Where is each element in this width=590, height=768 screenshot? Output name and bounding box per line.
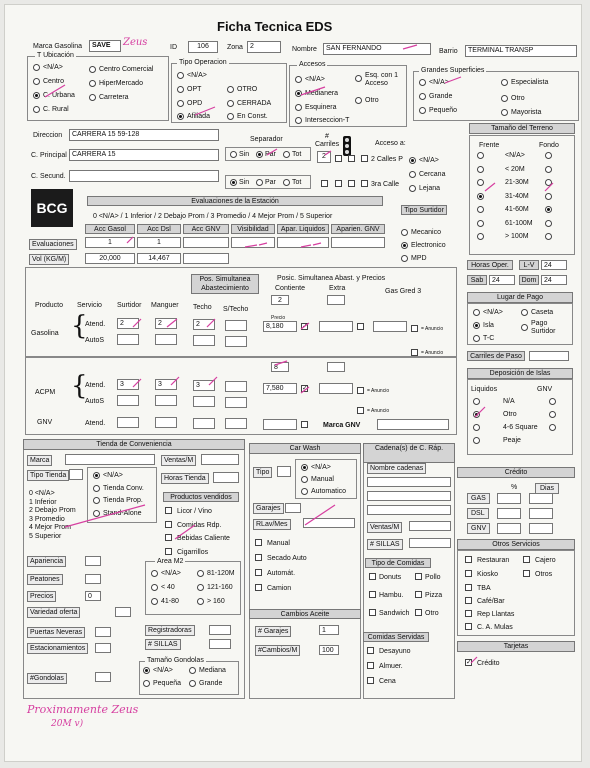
gondola-peque-a-label: Pequeña xyxy=(153,680,182,687)
tienda-tipo-tienda-conv-label: Tienda Conv. xyxy=(103,484,144,492)
ubicacion-na-label: <N/A> xyxy=(43,64,63,71)
acpm-precio-field[interactable]: 7,580 xyxy=(263,383,297,394)
tienda-tipo-tienda-prop-label: Tienda Prop. xyxy=(103,497,143,504)
otro-caf-bar-label: Café/Bar xyxy=(477,598,505,605)
precios-field[interactable]: 0 xyxy=(85,591,101,601)
separador-title: Separador xyxy=(250,136,283,143)
gondola-n-a-label: <N/A> xyxy=(153,667,173,674)
eval-acc-gasol-field[interactable]: 1 xyxy=(85,237,135,248)
accesos-otro-label: Otro xyxy=(365,97,379,104)
stecho-head: S/Techo xyxy=(223,306,249,313)
manguer-head: Manguer xyxy=(151,302,179,309)
vol-gasol-field[interactable]: 20,000 xyxy=(85,253,135,264)
acpm-techo-field[interactable]: 3 xyxy=(193,380,215,391)
tres-calle-label: 3ra Calle xyxy=(371,181,400,188)
acpm-precio-check[interactable]: ✓ xyxy=(302,385,308,392)
gondola-grande-label: Grande xyxy=(199,680,223,687)
lugar-pago-title: Lugar de Pago xyxy=(467,292,573,303)
handwriting-proximamente: Proximamente Zeus xyxy=(27,703,139,716)
superficies-otro-label: Otro xyxy=(511,95,525,102)
gasolina-anuncio-label: = Anuncio xyxy=(421,326,444,332)
gnv-atend-label: Atend. xyxy=(85,420,106,427)
accesos-interseccion-label: Interseccion-T xyxy=(305,117,350,124)
deposicion-otro-label: Otro xyxy=(503,411,517,418)
terreno-41-60m-label: 41-60M xyxy=(505,206,529,213)
horas-sab-label: Sab xyxy=(467,275,487,285)
surtidor-electronico-label: Electronico xyxy=(411,242,446,249)
accesos-esquinera-label: Esquinera xyxy=(305,104,337,111)
productos-title: Productos vendidos xyxy=(163,492,239,502)
operacion-const-label: En Const. xyxy=(237,113,268,120)
zona-field[interactable]: 2 xyxy=(247,41,281,53)
accesos-title: Accesos xyxy=(299,61,326,68)
terreno-n-a-label: <N/A> xyxy=(505,152,525,159)
tipo-comidas-title: Tipo de Comidas xyxy=(365,558,431,568)
acpm-pos-field[interactable]: 8 xyxy=(271,362,289,372)
producto-head: Producto xyxy=(35,302,64,309)
deposicion-n-a-label: N/A xyxy=(503,398,515,405)
extra-label: Extra xyxy=(329,285,346,292)
barrio-label: Barrio xyxy=(439,48,458,55)
tienda-scale-0: 0 <N/A> xyxy=(29,490,55,497)
tienda-tipo-stand-alone-label: Stand-Alone xyxy=(103,509,142,517)
eval-head-acc-gasol: Acc Gasol xyxy=(85,224,135,234)
form-sheet xyxy=(4,4,582,762)
ubicacion-title: T Ubicación xyxy=(37,52,74,59)
evaluaciones-scale: 0 <N/A> / 1 Inferior / 2 Debajo Prom / 3 Promedio / 4 Mejor Prom / 5 Superior xyxy=(93,213,333,220)
rlav-label: RLav/Mes xyxy=(253,519,291,530)
carriles-label: # Carriles xyxy=(315,133,340,148)
credito-dsl-label: DSL xyxy=(467,508,489,519)
tienda-scale-2: 2 Debajo Prom xyxy=(29,507,76,514)
cadena-ventas-label: Ventas/M xyxy=(367,522,402,533)
servida-almuer-label: Almuer. xyxy=(379,663,403,670)
cambios-mes-label: #Cambios/M xyxy=(255,645,300,656)
tienda-scale-3: 3 Promedio xyxy=(29,515,65,523)
deposicion-4-6-square-label: 4-6 Square xyxy=(503,424,538,431)
peatones-label: Peatones xyxy=(27,574,63,585)
superficies-pequeno-label: Pequeño xyxy=(429,107,458,114)
operacion-cerrada-label: CERRADA xyxy=(237,100,272,107)
comida-otro-label: Otro xyxy=(425,610,439,617)
eval-acc-dsl-field[interactable]: 1 xyxy=(137,237,181,248)
techo-head: Techo xyxy=(193,304,212,311)
carriles-field[interactable]: 2 xyxy=(317,151,331,163)
horas-tienda-label: Horas Tienda xyxy=(161,473,209,484)
n-garajes-field[interactable]: 1 xyxy=(319,625,339,635)
terreno-20m-label: < 20M xyxy=(505,165,525,173)
acceso-a-title: Acceso a: xyxy=(375,140,406,147)
evaluaciones-title: Evaluaciones de la Estación xyxy=(87,196,383,206)
producto-cigarrillos-label: Cigarrillos xyxy=(177,548,209,556)
apariencia-label: Apariencia xyxy=(27,556,66,567)
servida-cena-label: Cena xyxy=(379,678,396,685)
credito-pct-head: % xyxy=(511,484,518,491)
operacion-afiliada-label: Afiliada xyxy=(187,113,210,120)
otro-rep-llantas-label: Rep Llantas xyxy=(477,611,515,618)
tienda-scale-1: 1 Inferior xyxy=(29,498,57,506)
carwash-autom-t-label: Automát. xyxy=(267,570,296,577)
gasolina-brace: { xyxy=(71,311,88,341)
pos-simultanea-label: Pos. Simultanea Abastecimiento xyxy=(191,274,259,294)
id-label: ID xyxy=(170,44,177,51)
id-field[interactable]: 106 xyxy=(188,41,218,53)
acpm-anuncio2-label: = Anuncio xyxy=(367,408,390,414)
tienda-scale-4: 4 Mejor Prom xyxy=(29,524,72,531)
comida-sandwich-label: Sandwich xyxy=(379,610,410,617)
terreno-100m-label: > 100M xyxy=(505,233,529,240)
servicio-head: Servicio xyxy=(77,302,102,309)
cadena-nombre-label: Nombre cadenas xyxy=(367,463,426,474)
marca-field[interactable]: SAVE xyxy=(89,40,121,52)
area-41-80-label: 41-80 xyxy=(161,598,179,605)
tienda-ventas-label: Ventas/M xyxy=(161,455,196,466)
acpm-surtidor-field[interactable]: 3 xyxy=(117,379,139,390)
surtidor-head: Surtidor xyxy=(117,302,142,309)
superficies-mayorista-label: Mayorista xyxy=(511,109,542,116)
otros-title: Otros Servicios xyxy=(457,539,575,550)
gasolina-precio-check[interactable]: ✓ xyxy=(302,323,308,330)
n-gondolas-label: #Gondolas xyxy=(27,673,67,684)
barrio-field[interactable]: TERMINAL TRANSP xyxy=(465,45,577,57)
gasolina-label: Gasolina xyxy=(31,330,59,337)
acpm-atend-label: Atend. xyxy=(85,382,106,389)
tipo-surtidor-button[interactable]: Tipo Surtidor xyxy=(401,205,447,215)
acpm-anuncio-label: = Anuncio xyxy=(367,388,390,394)
tarjetas-title: Tarjetas xyxy=(457,641,575,652)
acceso-cercana-label: Cercana xyxy=(419,171,446,178)
cadena-sillas-label: # SILLAS xyxy=(367,539,403,550)
eval-head-acc-gnv: Acc GNV xyxy=(183,224,229,234)
area-121-160-label: 121-160 xyxy=(207,584,233,591)
comidas-servidas-title: Comidas Servidas xyxy=(363,632,429,642)
direccion-field[interactable]: CARRERA 15 59-128 xyxy=(69,129,219,141)
handwriting-small: 20M v) xyxy=(51,719,84,729)
vol-label: Vol (KG/M) xyxy=(29,254,69,265)
carriles-paso-label: Carriles de Paso xyxy=(467,351,525,361)
ubicacion-urbana-label: C. Urbana xyxy=(43,92,75,99)
otro-kiosko-label: Kiosko xyxy=(477,571,499,578)
ubicacion-carretera-label: Carretera xyxy=(99,94,129,101)
pago-tc-label: T-C xyxy=(483,335,495,342)
car-wash-tipo-label: Tipo xyxy=(253,467,272,478)
terreno-fondo-label: Fondo xyxy=(539,142,559,149)
carwash-camion-label: Camion xyxy=(267,585,292,592)
area-n-a-label: <N/A> xyxy=(161,570,181,577)
tienda-marca-label: Marca xyxy=(27,455,52,466)
accesos-na-label: <N/A> xyxy=(305,76,325,83)
c-principal-label: C. Principal xyxy=(31,152,67,159)
otro-otros-label: Otros xyxy=(535,571,553,578)
direccion-label: Direccion xyxy=(33,132,63,139)
superficies-especialista-label: Especialista xyxy=(511,79,549,86)
evaluaciones-row-label: Evaluaciones xyxy=(29,239,77,250)
carwash-automatico-label: Automatico xyxy=(311,488,347,495)
gasolina-precio-label: Precio xyxy=(271,315,286,321)
nombre-label: Nombre xyxy=(292,46,317,53)
separador1-tot-label: Tot xyxy=(292,151,302,158)
variedad-label: Variedad oferta xyxy=(27,607,80,618)
gasolina-techo-field[interactable]: 2 xyxy=(193,319,215,330)
horas-dom-field[interactable]: 24 xyxy=(541,275,567,285)
tienda-title: Tienda de Conveniencia xyxy=(23,439,245,450)
area-title: Area M2 xyxy=(157,558,184,565)
terreno-title: Tamaño del Terreno xyxy=(469,123,575,134)
registradoras-label: Registradoras xyxy=(145,625,195,636)
operacion-otro-label: OTRO xyxy=(237,86,258,93)
ubicacion-hiper-label: HiperMercado xyxy=(99,80,143,87)
eval-head-aparien-gnv: Aparien. GNV xyxy=(331,224,385,234)
acpm-brace: { xyxy=(71,371,88,401)
carwash-manual-label: Manual xyxy=(267,540,290,547)
accesos-medianera-label: Medianera xyxy=(305,90,339,97)
pago-caseta-label: Caseta xyxy=(531,309,554,316)
servida-desayuno-label: Desayuno xyxy=(379,648,411,655)
gondolas-title: Tamaño Gondolas xyxy=(147,657,204,664)
marca-label: Marca Gasolina xyxy=(33,43,83,50)
operacion-title: Tipo Operacion xyxy=(179,59,227,66)
ubicacion-centro-label: Centro xyxy=(43,78,65,85)
superficies-na-label: <N/A> xyxy=(429,79,449,86)
surtidor-mecanico-label: Mecanico xyxy=(411,229,441,236)
gasolina-anuncio2-label: = Anuncio xyxy=(421,350,444,356)
gasolina-manguer-field[interactable]: 2 xyxy=(155,318,177,329)
area-160-label: > 160 xyxy=(207,598,225,605)
posic-title: Posic. Simultanea Abast. y Precios xyxy=(277,275,386,282)
gondola-mediana-label: Mediana xyxy=(199,667,226,674)
credito-dias-head: Dias xyxy=(535,483,559,494)
eval-head-visibilidad: Visibilidad xyxy=(231,224,275,234)
c-secund-label: C. Secund. xyxy=(31,173,66,180)
zona-label: Zona xyxy=(227,44,243,51)
superficies-title: Grandes Superficies xyxy=(421,67,485,74)
horas-lv-label: L-V xyxy=(519,260,539,270)
eval-head-apar-liquidos: Apar. Liquidos xyxy=(277,224,329,234)
otro-restauran-label: Restauran xyxy=(477,557,510,564)
cambios-title: Cambios Aceite xyxy=(249,609,361,619)
area-40-label: < 40 xyxy=(161,584,175,591)
bcg-logo: BCG xyxy=(31,189,73,227)
pago-surtidor-label: Pago Surtidor xyxy=(531,320,556,335)
cambios-mes-field[interactable]: 100 xyxy=(319,645,339,655)
separador2-sin-label: Sin xyxy=(239,179,250,186)
gasolina-precio-field[interactable]: 8,180 xyxy=(263,321,297,332)
operacion-opt-label: OPT xyxy=(187,86,202,93)
gasolina-autos-label: AutoS xyxy=(85,337,105,344)
tienda-scale-5: 5 Superior xyxy=(29,532,62,540)
dos-calles-label: 2 Calles P xyxy=(371,156,403,163)
tienda-tipo-n-a-label: <N/A> xyxy=(103,472,123,479)
puertas-label: Puertas Neveras xyxy=(27,627,85,638)
comida-hambu-label: Hambu. xyxy=(379,592,404,599)
carwash-manual-label: Manual xyxy=(311,476,334,483)
surtidor-mpd-label: MPD xyxy=(411,255,427,262)
separador1-sin-label: Sin xyxy=(239,151,250,158)
estacionamientos-label: Estacionamientos xyxy=(27,643,88,654)
acceso-na-label: <N/A> xyxy=(419,157,439,164)
terreno-frente-label: Frente xyxy=(479,142,500,149)
comida-donuts-label: Donuts xyxy=(379,574,402,581)
garajes-label: Garajes xyxy=(253,503,284,514)
page-title: Ficha Tecnica EDS xyxy=(217,19,333,34)
terreno-61-100m-label: 61-100M xyxy=(505,219,533,227)
vol-dsl-field[interactable]: 14,467 xyxy=(137,253,181,264)
cadena-title: Cadena(s) de C. Ráp. xyxy=(363,443,455,463)
terreno-31-40m-label: 31-40M xyxy=(505,192,529,200)
superficies-grande-label: Grande xyxy=(429,93,453,100)
area-81-120m-label: 81-120M xyxy=(207,570,235,577)
gasolina-atend-label: Atend. xyxy=(85,321,106,328)
deposicion-gnv-label: GNV xyxy=(537,386,553,393)
otro-cajero-label: Cajero xyxy=(535,557,556,564)
tarjeta-credito-check[interactable]: ✓ xyxy=(466,659,472,666)
terreno-21-30m-label: 21-30M xyxy=(505,179,529,186)
tienda-sillas-label: # SILLAS xyxy=(145,639,181,650)
separador1-par-label: Par xyxy=(265,151,276,158)
contiente-label: Contiente xyxy=(275,285,305,292)
acpm-manguer-field[interactable]: 3 xyxy=(155,379,177,390)
eval-head-acc-dsl: Acc Dsl xyxy=(137,224,181,234)
comida-pollo-label: Pollo xyxy=(425,574,441,581)
precios-label: Precios xyxy=(27,591,56,602)
credito-gnv-label: GNV xyxy=(467,523,490,534)
credito-gas-label: GAS xyxy=(467,493,490,504)
deposicion-liquidos-label: Liquidos xyxy=(471,386,498,393)
handwriting-zeus: Zeus xyxy=(123,37,148,48)
deposicion-title: Deposición de Islas xyxy=(467,368,573,379)
comida-pizza-label: Pizza xyxy=(425,592,443,599)
producto-licor-vino-label: Licor / Vino xyxy=(177,508,212,515)
n-garajes-label: # Garajes xyxy=(255,626,291,637)
tienda-tipo-label: Tipo Tienda xyxy=(27,470,69,481)
car-wash-title: Car Wash xyxy=(249,443,361,454)
carwash-n-a-label: <N/A> xyxy=(311,464,331,471)
ubicacion-rural-label: C. Rural xyxy=(43,106,69,113)
otro-tba-label: TBA xyxy=(477,585,491,592)
producto-comidas-rdp-label: Comidas Rdp. xyxy=(177,521,222,529)
acpm-autos-label: AutoS xyxy=(85,398,105,405)
acceso-lejana-label: Lejana xyxy=(419,185,441,192)
acpm-label: ACPM xyxy=(35,389,56,396)
pago-na-label: <N/A> xyxy=(483,309,503,316)
otro-c-a-mulas-label: C. A. Mulas xyxy=(477,624,513,631)
deposicion-peaje-label: Peaje xyxy=(503,437,521,444)
horas-sab-field[interactable]: 24 xyxy=(489,275,515,285)
horas-dom-label: Dom xyxy=(519,275,539,285)
carwash-secado-auto-label: Secado Auto xyxy=(267,555,307,562)
gasolina-surtidor-field[interactable]: 2 xyxy=(117,318,139,329)
operacion-na-label: <N/A> xyxy=(187,72,207,79)
credito-title: Crédito xyxy=(457,467,575,478)
producto-bebidas-caliente-label: Bebidas Caliente xyxy=(177,535,230,542)
gas-gred-label: Gas Gred 3 xyxy=(385,288,422,295)
marca-gnv-label: Marca GNV xyxy=(323,422,361,429)
pago-isla-label: Isla xyxy=(483,322,494,329)
operacion-opd-label: OPD xyxy=(187,100,203,107)
tarjeta-credito-label: Crédito xyxy=(477,660,500,667)
ubicacion-cc-label: Centro Comercial xyxy=(99,66,154,73)
separador2-par-label: Par xyxy=(265,179,276,186)
horas-oper-label: Horas Oper. xyxy=(467,260,513,270)
nombre-field[interactable]: SAN FERNANDO xyxy=(323,43,431,55)
accesos-esq-label: Esq. con 1 Acceso xyxy=(365,72,399,87)
c-principal-field[interactable]: CARRERA 15 xyxy=(69,149,219,161)
handwritten-marks xyxy=(5,5,583,763)
contiente-field[interactable]: 2 xyxy=(271,295,289,305)
separador2-tot-label: Tot xyxy=(292,179,302,186)
horas-lv-field[interactable]: 24 xyxy=(541,260,567,270)
gnv-label: GNV xyxy=(37,419,53,426)
